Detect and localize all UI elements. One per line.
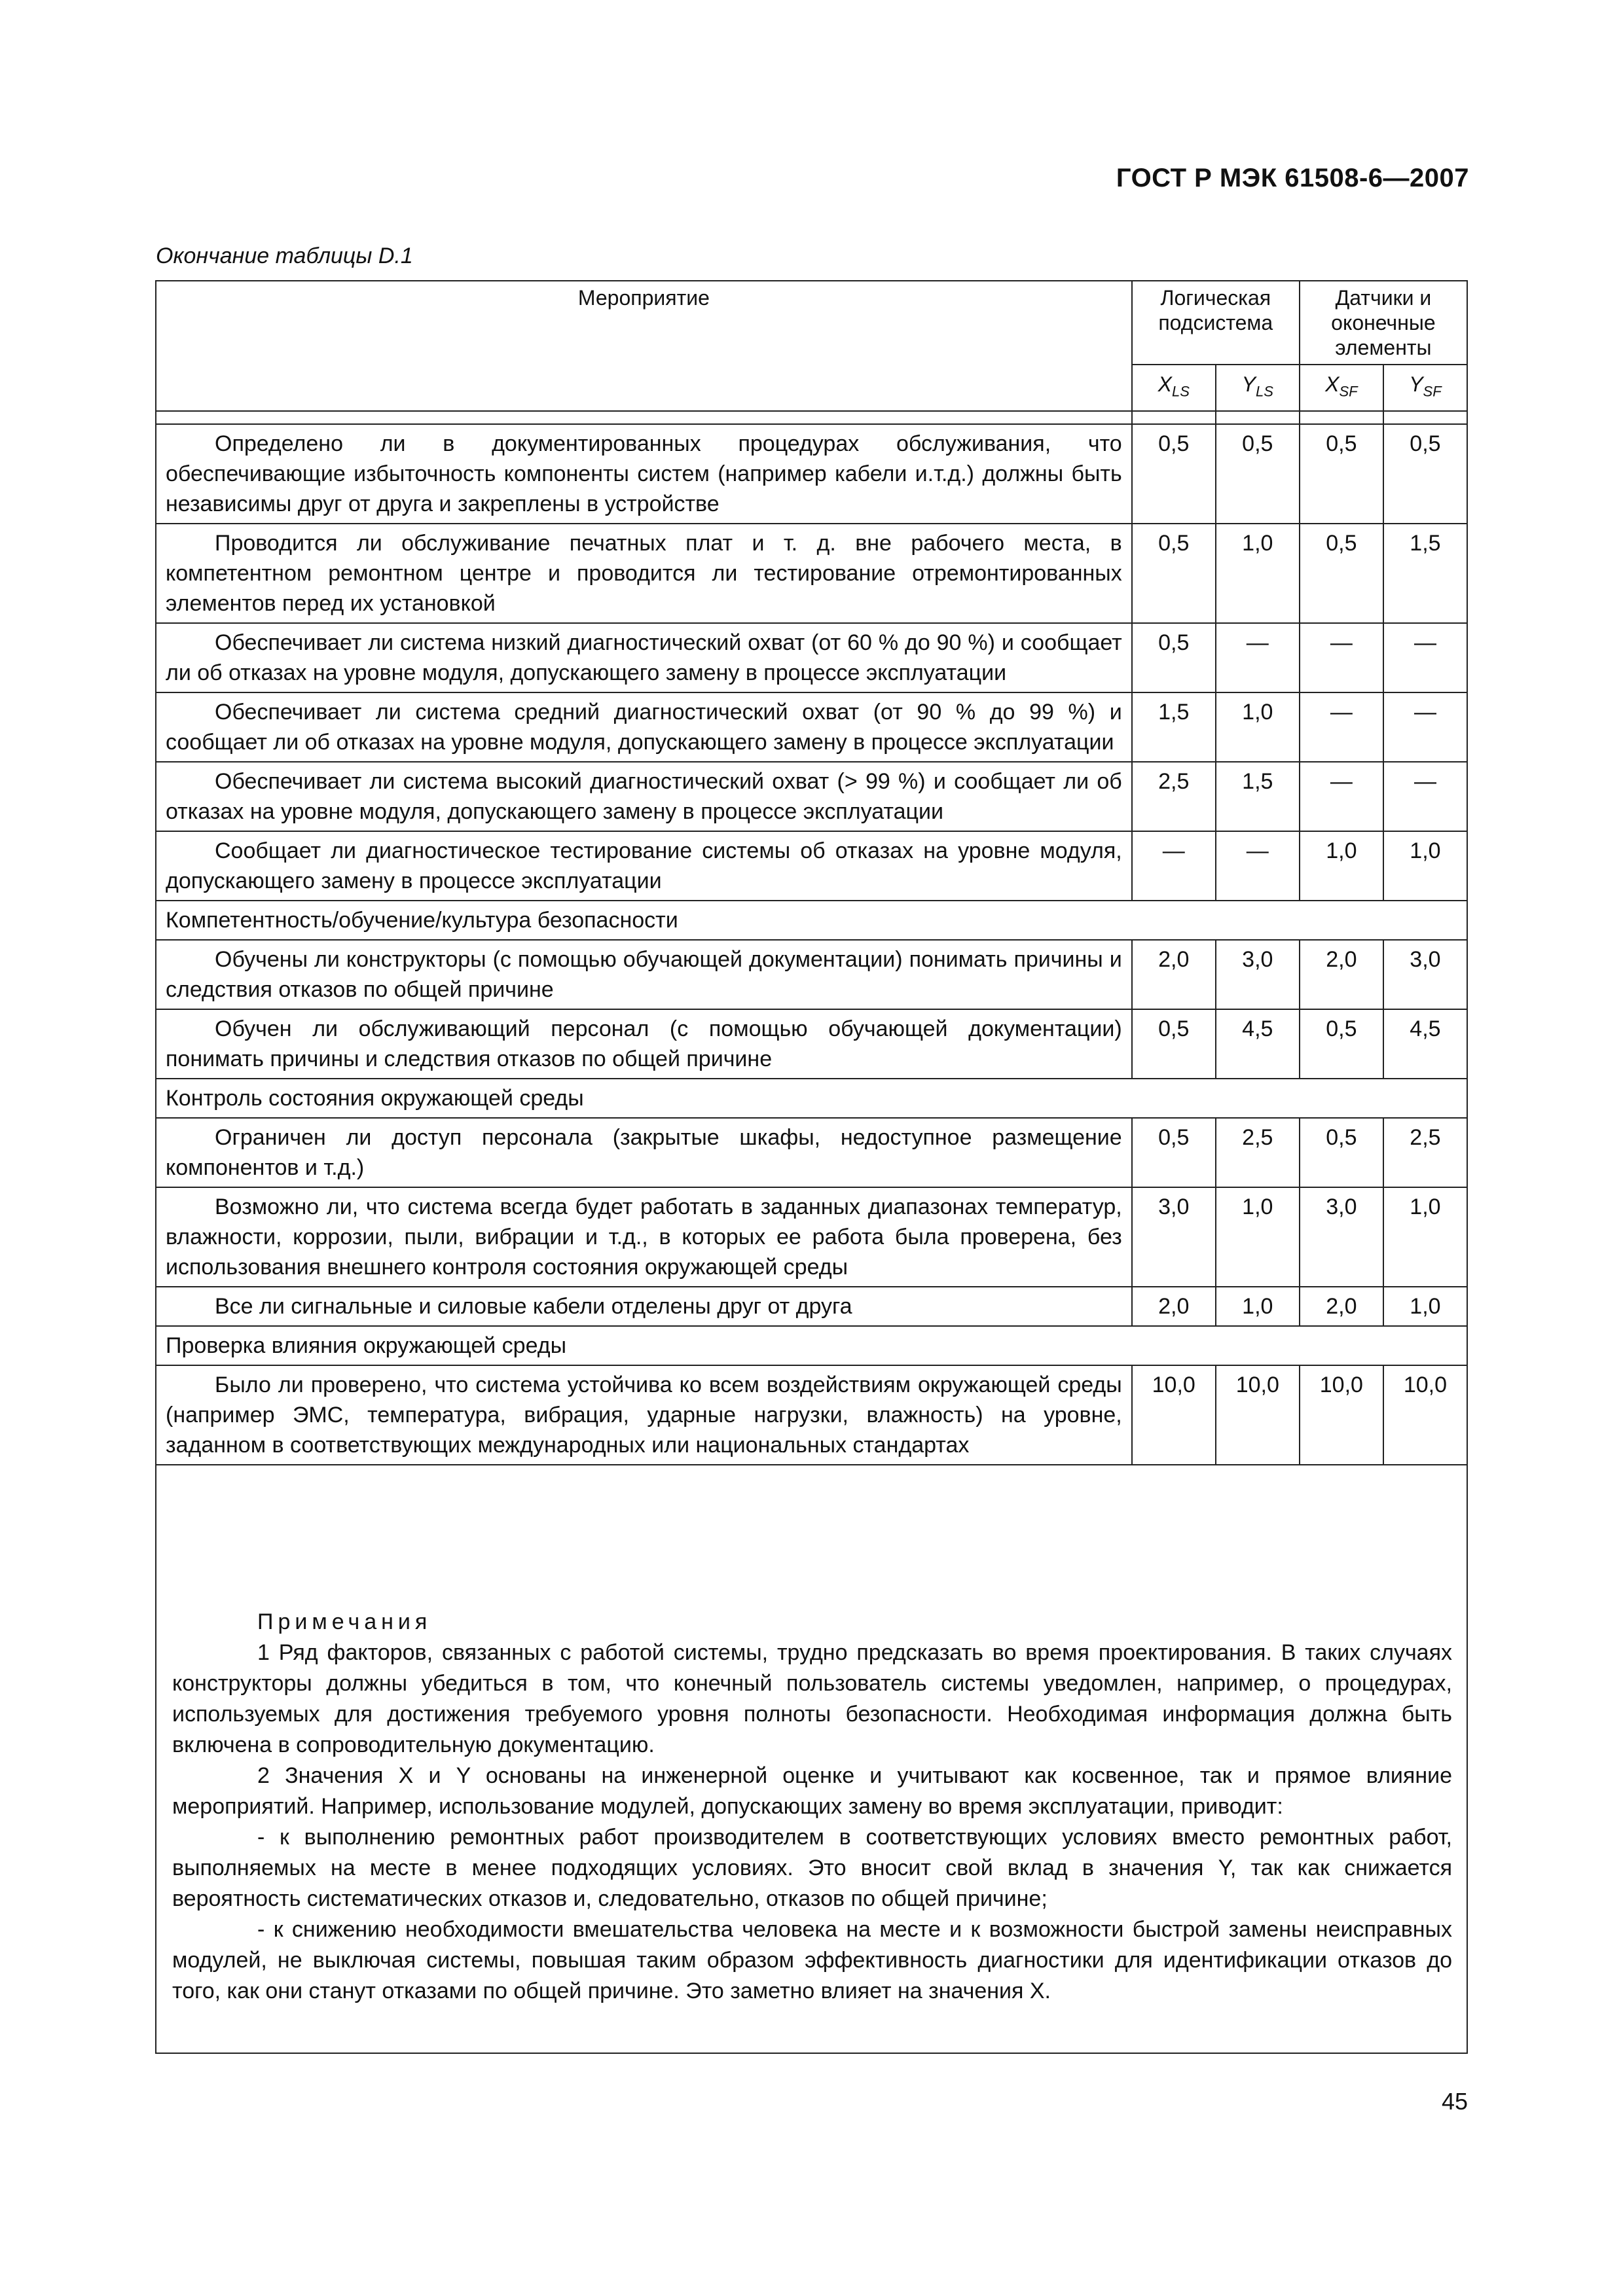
table-row — [156, 1009, 1467, 1079]
value-cell: 3,0 — [1216, 940, 1300, 1009]
value-cell: 0,5 — [1300, 524, 1383, 623]
standard-id: ГОСТ Р МЭК 61508-6—2007 — [1116, 164, 1469, 192]
value-cell: 2,5 — [1216, 1118, 1300, 1187]
table-row — [156, 623, 1467, 692]
header-x-sf: $X_{SF}$ — [1300, 365, 1383, 411]
table-row — [156, 424, 1467, 524]
value-cell: 2,0 — [1132, 940, 1216, 1009]
value-cell: 1,0 — [1383, 1287, 1467, 1326]
value-cell: 10,0 — [1132, 1365, 1216, 1465]
table-row — [156, 831, 1467, 901]
value-cell: 1,5 — [1132, 692, 1216, 762]
measures-table — [155, 280, 1468, 1465]
table-row — [156, 1187, 1467, 1287]
value-cell: 4,5 — [1216, 1009, 1300, 1079]
header-y-sf: $Y_{SF}$ — [1383, 365, 1467, 411]
value-cell: 1,0 — [1300, 831, 1383, 901]
table-row — [156, 692, 1467, 762]
table-frame — [155, 280, 1468, 2054]
section-row — [156, 1079, 1467, 1118]
value-cell: 1,0 — [1216, 692, 1300, 762]
value-cell: — — [1300, 762, 1383, 831]
value-cell: 0,5 — [1300, 1118, 1383, 1187]
value-cell: — — [1216, 623, 1300, 692]
value-cell: 0,5 — [1383, 424, 1467, 524]
table-caption: Окончание таблицы D.1 — [156, 243, 413, 268]
value-cell: 0,5 — [1300, 424, 1383, 524]
value-cell: — — [1300, 692, 1383, 762]
note-paragraph-3: - к выполнению ремонтных работ производителем в соответствующих условиях вместо ремонтных работ, выполняемых на месте в менее подходящих условиях. Это вносит свой вклад в значения Y, так как снижается вероятность систематических отказов и, следовательно, отказов по общей причине; — [172, 1825, 1452, 1911]
table-row — [156, 1287, 1467, 1326]
value-cell: 1,0 — [1216, 1287, 1300, 1326]
value-cell: 3,0 — [1300, 1187, 1383, 1287]
activity-text: Обеспечивает ли система высокий диагностический охват (> 99 %) и сообщает ли об отказах на уровне модуля, допускающего замену в процессе эксплуатации — [156, 762, 1132, 831]
value-cell: 3,0 — [1132, 1187, 1216, 1287]
table-row — [156, 524, 1467, 623]
value-cell: 0,5 — [1132, 623, 1216, 692]
table-row — [156, 940, 1467, 1009]
value-cell: 0,5 — [1132, 1118, 1216, 1187]
activity-text: Обеспечивает ли система средний диагностический охват (от 90 % до 99 %) и сообщает ли об отказах на уровне модуля, допускающего замену в процессе эксплуатации — [156, 692, 1132, 762]
table-row — [156, 1118, 1467, 1187]
notes-heading: Примечания — [257, 1609, 432, 1634]
value-cell: — — [1383, 762, 1467, 831]
section-row — [156, 901, 1467, 940]
value-cell: 1,0 — [1216, 1187, 1300, 1287]
value-cell: 1,0 — [1383, 1187, 1467, 1287]
table-row — [156, 1365, 1467, 1465]
section-title: Компетентность/обучение/культура безопасности — [156, 901, 1467, 940]
activity-text: Обеспечивает ли система низкий диагностический охват (от 60 % до 90 %) и сообщает ли об отказах на уровне модуля, допускающего замену в процессе эксплуатации — [156, 623, 1132, 692]
header-activity: Мероприятие — [156, 281, 1132, 411]
value-cell: — — [1300, 623, 1383, 692]
activity-text: Обучен ли обслуживающий персонал (с помощью обучающей документации) понимать причины и следствия отказов по общей причине — [156, 1009, 1132, 1079]
table-body — [156, 424, 1467, 1465]
activity-text: Возможно ли, что система всегда будет работать в заданных диапазонах температур, влажности, коррозии, пыли, вибрации и т.д., в которых ее работа была проверена, без использования внешнего контроля состояния окружающей среды — [156, 1187, 1132, 1287]
value-cell: 0,5 — [1132, 1009, 1216, 1079]
value-cell: 2,0 — [1300, 1287, 1383, 1326]
value-cell: 1,5 — [1383, 524, 1467, 623]
activity-text: Проводится ли обслуживание печатных плат и т. д. вне рабочего места, в компетентном ремонтном центре и проводится ли тестирование отремонтированных элементов перед их установкой — [156, 524, 1132, 623]
value-cell: 1,0 — [1383, 831, 1467, 901]
value-cell: 3,0 — [1383, 940, 1467, 1009]
value-cell: 0,5 — [1216, 424, 1300, 524]
activity-text: Ограничен ли доступ персонала (закрытые шкафы, недоступное размещение компонентов и т.д.) — [156, 1118, 1132, 1187]
activity-text: Все ли сигнальные и силовые кабели отделены друг от друга — [156, 1287, 1132, 1326]
header-x-ls: $X_{LS}$ — [1132, 365, 1216, 411]
value-cell: — — [1216, 831, 1300, 901]
header-logic-subsystem: Логическая подсистема — [1132, 281, 1300, 365]
value-cell: — — [1383, 692, 1467, 762]
value-cell: 1,0 — [1216, 524, 1300, 623]
value-cell: 2,0 — [1300, 940, 1383, 1009]
activity-text: Сообщает ли диагностическое тестирование системы об отказах на уровне модуля, допускающего замену в процессе эксплуатации — [156, 831, 1132, 901]
value-cell: 0,5 — [1132, 524, 1216, 623]
value-cell: 0,5 — [1132, 424, 1216, 524]
value-cell: 10,0 — [1383, 1365, 1467, 1465]
value-cell: — — [1132, 831, 1216, 901]
value-cell: 2,5 — [1132, 762, 1216, 831]
section-title: Контроль состояния окружающей среды — [156, 1079, 1467, 1118]
note-paragraph-1: 1 Ряд факторов, связанных с работой системы, трудно предсказать во время проектирования. В таких случаях конструкторы должны убедиться в том, что конечный пользователь системы уведомлен, например, о процедурах, используемых для достижения требуемого уровня полноты безопасности. Необходимая информация должна быть включена в сопроводительную документацию. — [172, 1640, 1452, 1757]
section-row — [156, 1326, 1467, 1365]
value-cell: 10,0 — [1216, 1365, 1300, 1465]
note-paragraph-2: 2 Значения X и Y основаны на инженерной оценке и учитывают как косвенное, так и прямое влияние мероприятий. Например, использование модулей, допускающих замену во время эксплуатации, приводит: — [172, 1763, 1452, 1819]
notes-block — [172, 1607, 1452, 2007]
header-sensors-final-elements: Датчики и оконечные элементы — [1300, 281, 1467, 365]
activity-text: Определено ли в документированных процедурах обслуживания, что обеспечивающие избыточность компоненты систем (например кабели и.т.д.) должны быть независимы друг от друга и закреплены в устройстве — [156, 424, 1132, 524]
activity-text: Было ли проверено, что система устойчива ко всем воздействиям окружающей среды (например ЭМС, температура, вибрация, ударные нагрузки, влажность) на уровне, заданном в соответствующих международных или национальных стандартах — [156, 1365, 1132, 1465]
header-y-ls: $Y_{LS}$ — [1216, 365, 1300, 411]
value-cell: 4,5 — [1383, 1009, 1467, 1079]
value-cell: 2,5 — [1383, 1118, 1467, 1187]
note-paragraph-4: - к снижению необходимости вмешательства человека на месте и к возможности быстрой замены неисправных модулей, не выключая системы, повышая таким образом эффективность диагностики для идентификации отказов до того, как они станут отказами по общей причине. Это заметно влияет на значения X. — [172, 1917, 1452, 2003]
value-cell: 1,5 — [1216, 762, 1300, 831]
table-row — [156, 762, 1467, 831]
section-title: Проверка влияния окружающей среды — [156, 1326, 1467, 1365]
value-cell: 2,0 — [1132, 1287, 1216, 1326]
activity-text: Обучены ли конструкторы (с помощью обучающей документации) понимать причины и следствия отказов по общей причине — [156, 940, 1132, 1009]
value-cell: 0,5 — [1300, 1009, 1383, 1079]
page-number: 45 — [1441, 2088, 1468, 2115]
value-cell: — — [1383, 623, 1467, 692]
value-cell: 10,0 — [1300, 1365, 1383, 1465]
